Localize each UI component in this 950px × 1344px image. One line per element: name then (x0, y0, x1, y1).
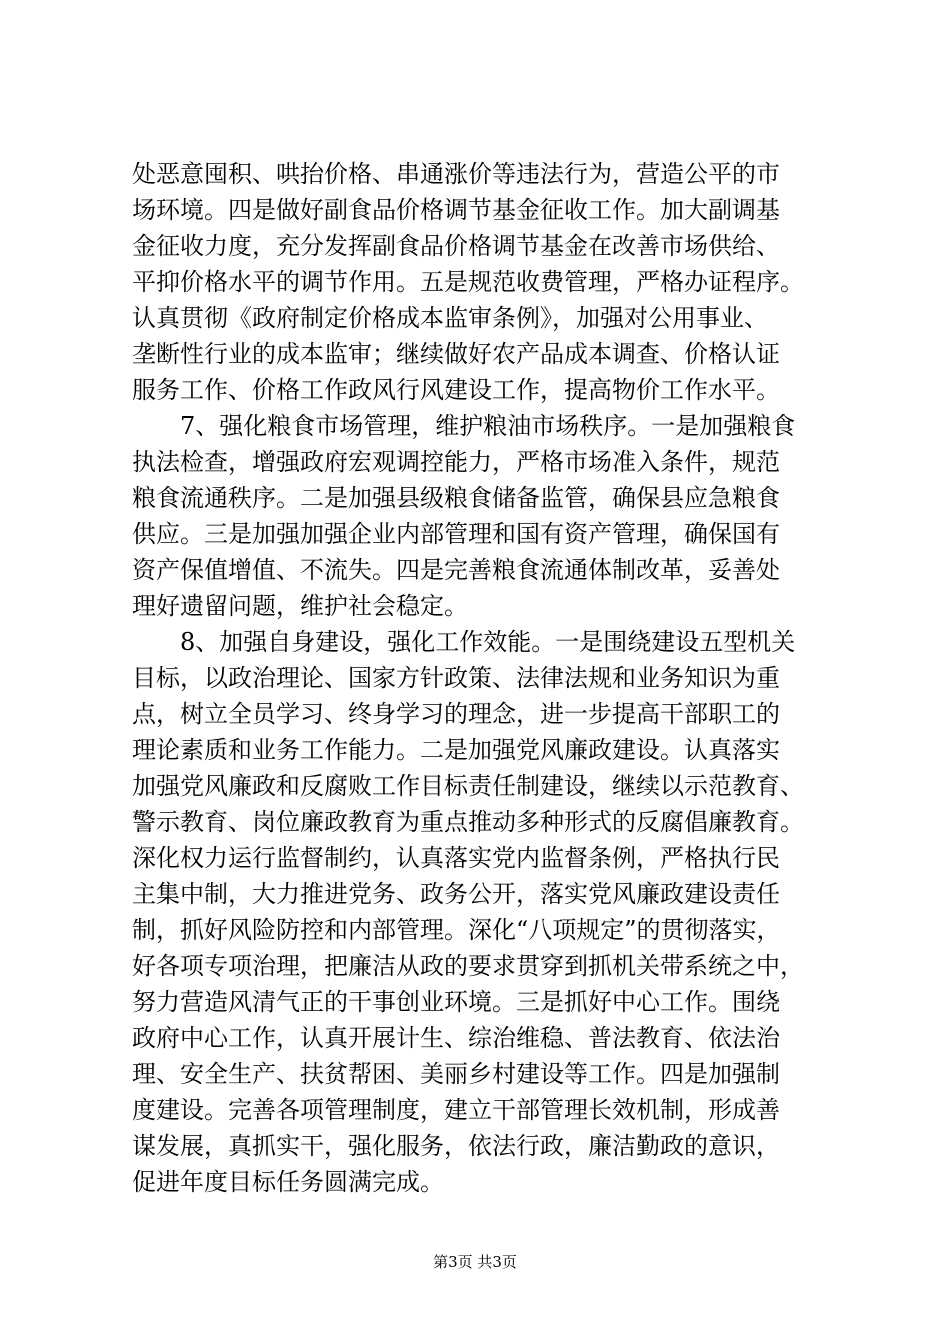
text-line: 执法检查，增强政府宏观调控能力，严格市场准入条件，规范 (132, 448, 780, 476)
text-line: 7、强化粮食市场管理，维护粮油市场秩序。一是加强粮食 (132, 412, 796, 440)
text-line: 资产保值增值、不流失。四是完善粮食流通体制改革，妥善处 (132, 556, 780, 584)
text-line: 谋发展，真抓实干，强化服务，依法行政，廉洁勤政的意识， (132, 1132, 780, 1160)
text-line: 度建设。完善各项管理制度，建立干部管理长效机制，形成善 (132, 1096, 780, 1124)
page-footer (0, 1252, 950, 1272)
text-line: 促进年度目标任务圆满完成。 (132, 1168, 444, 1196)
page-number-label: 第3页 共3页 (433, 1253, 517, 1271)
text-line: 8、加强自身建设，强化工作效能。一是围绕建设五型机关 (132, 628, 796, 656)
text-line: 点，树立全员学习、终身学习的理念，进一步提高干部职工的 (132, 700, 780, 728)
text-line: 场环境。四是做好副食品价格调节基金征收工作。加大副调基 (132, 196, 780, 224)
text-line: 认真贯彻《政府制定价格成本监审条例》，加强对公用事业、 (132, 304, 768, 332)
text-line: 垄断性行业的成本监审；继续做好农产品成本调查、价格认证 (132, 340, 780, 368)
text-line: 理、安全生产、扶贫帮困、美丽乡村建设等工作。四是加强制 (132, 1060, 780, 1088)
body-text (132, 156, 832, 1200)
text-line: 制，抓好风险防控和内部管理。深化“八项规定”的贯彻落实， (132, 916, 781, 944)
text-line: 处恶意囤积、哄抬价格、串通涨价等违法行为，营造公平的市 (132, 160, 780, 188)
text-line: 金征收力度，充分发挥副食品价格调节基金在改善市场供给、 (132, 232, 780, 260)
text-line: 主集中制，大力推进党务、政务公开，落实党风廉政建设责任 (132, 880, 780, 908)
text-line: 政府中心工作，认真开展计生、综治维稳、普法教育、依法治 (132, 1024, 780, 1052)
text-line: 警示教育、岗位廉政教育为重点推动多种形式的反腐倡廉教育。 (132, 808, 804, 836)
text-line: 加强党风廉政和反腐败工作目标责任制建设，继续以示范教育、 (132, 772, 804, 800)
text-line: 好各项专项治理，把廉洁从政的要求贯穿到抓机关带系统之中， (132, 952, 804, 980)
text-line: 粮食流通秩序。二是加强县级粮食储备监管，确保县应急粮食 (132, 484, 780, 512)
text-line: 服务工作、价格工作政风行风建设工作，提高物价工作水平。 (132, 376, 780, 404)
text-line: 平抑价格水平的调节作用。五是规范收费管理，严格办证程序。 (132, 268, 804, 296)
text-line: 深化权力运行监督制约，认真落实党内监督条例，严格执行民 (132, 844, 780, 872)
text-line: 目标，以政治理论、国家方针政策、法律法规和业务知识为重 (132, 664, 780, 692)
text-line: 供应。三是加强加强企业内部管理和国有资产管理，确保国有 (132, 520, 780, 548)
text-line: 理论素质和业务工作能力。二是加强党风廉政建设。认真落实 (132, 736, 780, 764)
text-line: 理好遗留问题，维护社会稳定。 (132, 592, 468, 620)
text-line: 努力营造风清气正的干事创业环境。三是抓好中心工作。围绕 (132, 988, 780, 1016)
